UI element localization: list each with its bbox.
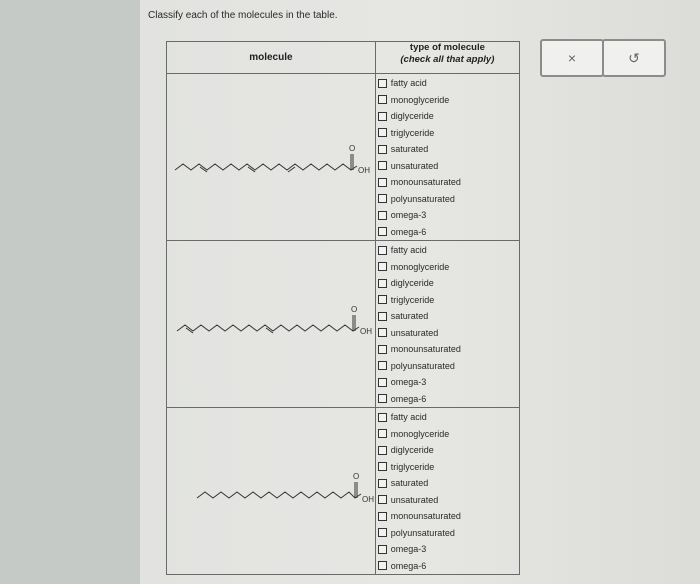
option-item[interactable] bbox=[378, 108, 519, 125]
checkbox[interactable] bbox=[378, 446, 387, 455]
options-cell-2 bbox=[375, 241, 519, 408]
option-item[interactable] bbox=[378, 492, 519, 509]
header-molecule: molecule bbox=[167, 42, 376, 74]
checkbox[interactable] bbox=[378, 312, 387, 321]
option-label: saturated bbox=[390, 144, 429, 155]
option-item[interactable] bbox=[378, 191, 519, 208]
option-label: fatty acid bbox=[390, 245, 427, 256]
checkbox[interactable] bbox=[378, 479, 387, 488]
checkbox[interactable] bbox=[378, 227, 387, 236]
checkbox[interactable] bbox=[378, 429, 387, 438]
option-item[interactable] bbox=[378, 141, 519, 158]
oxygen-label-1: O bbox=[349, 144, 356, 153]
option-label: diglyceride bbox=[390, 111, 434, 122]
molecule-cell-2 bbox=[167, 241, 376, 408]
option-label: monoglyceride bbox=[390, 428, 450, 439]
option-item[interactable] bbox=[378, 409, 519, 426]
option-item[interactable] bbox=[378, 125, 519, 142]
checkbox[interactable] bbox=[378, 495, 387, 504]
checkbox[interactable] bbox=[378, 295, 387, 304]
checkbox[interactable] bbox=[378, 246, 387, 255]
hydroxyl-label-3: OH bbox=[362, 495, 374, 504]
option-label: diglyceride bbox=[390, 445, 434, 456]
checkbox[interactable] bbox=[378, 413, 387, 422]
table-row bbox=[167, 74, 520, 241]
option-label: omega-3 bbox=[390, 210, 427, 221]
options-cell-1 bbox=[375, 74, 519, 241]
option-item[interactable] bbox=[378, 292, 519, 309]
option-label: unsaturated bbox=[390, 494, 439, 505]
option-label: monoglyceride bbox=[390, 94, 450, 105]
table-row bbox=[167, 241, 520, 408]
option-label: omega-6 bbox=[390, 226, 427, 237]
option-item[interactable] bbox=[378, 358, 519, 375]
checkbox[interactable] bbox=[378, 112, 387, 121]
checkbox[interactable] bbox=[378, 79, 387, 88]
reset-button[interactable] bbox=[602, 39, 666, 77]
option-label: monounsaturated bbox=[390, 511, 461, 522]
option-label: monounsaturated bbox=[390, 177, 461, 188]
molecule-structure-2 bbox=[167, 241, 377, 407]
header-type bbox=[375, 42, 519, 74]
option-item[interactable] bbox=[378, 259, 519, 276]
header-type-title: type of molecule bbox=[409, 42, 485, 53]
molecule-cell-1 bbox=[167, 74, 376, 241]
molecule-cell-3 bbox=[167, 408, 376, 575]
option-label: fatty acid bbox=[390, 78, 427, 89]
checkbox[interactable] bbox=[378, 378, 387, 387]
checkbox[interactable] bbox=[378, 262, 387, 271]
checkbox[interactable] bbox=[378, 528, 387, 537]
option-list-3 bbox=[376, 408, 519, 574]
option-label: saturated bbox=[390, 478, 429, 489]
header-type-hint: (check all that apply) bbox=[400, 54, 495, 65]
hydroxyl-label-1: OH bbox=[358, 166, 370, 175]
oxygen-label-3: O bbox=[353, 472, 360, 481]
checkbox[interactable] bbox=[378, 178, 387, 187]
hydroxyl-label-2: OH bbox=[360, 327, 372, 336]
option-label: triglyceride bbox=[390, 294, 435, 305]
checkbox[interactable] bbox=[378, 512, 387, 521]
checkbox[interactable] bbox=[378, 328, 387, 337]
option-item[interactable] bbox=[378, 174, 519, 191]
option-label: triglyceride bbox=[390, 127, 435, 138]
option-item[interactable] bbox=[378, 475, 519, 492]
option-item[interactable] bbox=[378, 426, 519, 443]
molecule-structure-1 bbox=[167, 74, 377, 240]
header-row bbox=[167, 42, 520, 74]
left-margin bbox=[0, 0, 140, 584]
option-label: omega-3 bbox=[390, 544, 427, 555]
option-item[interactable] bbox=[378, 525, 519, 542]
checkbox[interactable] bbox=[378, 279, 387, 288]
option-item[interactable] bbox=[378, 308, 519, 325]
option-label: monounsaturated bbox=[390, 344, 461, 355]
question-prompt: Classify each of the molecules in the table. bbox=[148, 10, 338, 21]
option-item[interactable] bbox=[378, 325, 519, 342]
checkbox[interactable] bbox=[378, 211, 387, 220]
option-label: fatty acid bbox=[390, 412, 427, 423]
option-item[interactable] bbox=[378, 275, 519, 292]
option-item[interactable] bbox=[378, 75, 519, 92]
option-label: polyunsaturated bbox=[390, 527, 455, 538]
undo-icon: ↺ bbox=[628, 49, 640, 66]
checkbox[interactable] bbox=[378, 145, 387, 154]
checkbox[interactable] bbox=[378, 545, 387, 554]
option-label: polyunsaturated bbox=[390, 360, 455, 371]
option-item[interactable] bbox=[378, 442, 519, 459]
option-label: diglyceride bbox=[390, 278, 434, 289]
checkbox[interactable] bbox=[378, 161, 387, 170]
checkbox[interactable] bbox=[378, 361, 387, 370]
option-item[interactable] bbox=[378, 242, 519, 259]
option-list-2 bbox=[376, 241, 519, 407]
checkbox[interactable] bbox=[378, 128, 387, 137]
option-label: saturated bbox=[390, 311, 429, 322]
carbon-chain-2 bbox=[177, 325, 359, 331]
checkbox[interactable] bbox=[378, 95, 387, 104]
checkbox[interactable] bbox=[378, 345, 387, 354]
molecule-structure-3 bbox=[167, 408, 377, 574]
table-row bbox=[167, 408, 520, 575]
option-item[interactable] bbox=[378, 341, 519, 358]
option-item[interactable] bbox=[378, 374, 519, 391]
option-label: polyunsaturated bbox=[390, 193, 455, 204]
close-icon: × bbox=[567, 50, 577, 66]
option-item[interactable] bbox=[378, 558, 519, 575]
checkbox[interactable] bbox=[378, 194, 387, 203]
option-item[interactable] bbox=[378, 207, 519, 224]
checkbox[interactable] bbox=[378, 462, 387, 471]
option-item[interactable] bbox=[378, 459, 519, 476]
option-item[interactable] bbox=[378, 391, 519, 408]
option-label: omega-6 bbox=[390, 393, 427, 404]
double-bond-1c bbox=[288, 167, 295, 172]
option-item[interactable] bbox=[378, 541, 519, 558]
classification-table bbox=[166, 41, 520, 575]
oxygen-label-2: O bbox=[351, 305, 358, 314]
option-label: triglyceride bbox=[390, 461, 435, 472]
option-item[interactable] bbox=[378, 158, 519, 175]
option-label: monoglyceride bbox=[390, 261, 450, 272]
clear-button[interactable] bbox=[540, 39, 604, 77]
option-label: unsaturated bbox=[390, 327, 439, 338]
option-label: omega-3 bbox=[390, 377, 427, 388]
option-item[interactable] bbox=[378, 508, 519, 525]
checkbox[interactable] bbox=[378, 561, 387, 570]
carbon-chain-3 bbox=[197, 492, 361, 498]
option-label: unsaturated bbox=[390, 160, 439, 171]
option-label: omega-6 bbox=[390, 560, 427, 571]
option-item[interactable] bbox=[378, 92, 519, 109]
options-cell-3 bbox=[375, 408, 519, 575]
option-list-1 bbox=[376, 74, 519, 240]
checkbox[interactable] bbox=[378, 394, 387, 403]
option-item[interactable] bbox=[378, 224, 519, 241]
